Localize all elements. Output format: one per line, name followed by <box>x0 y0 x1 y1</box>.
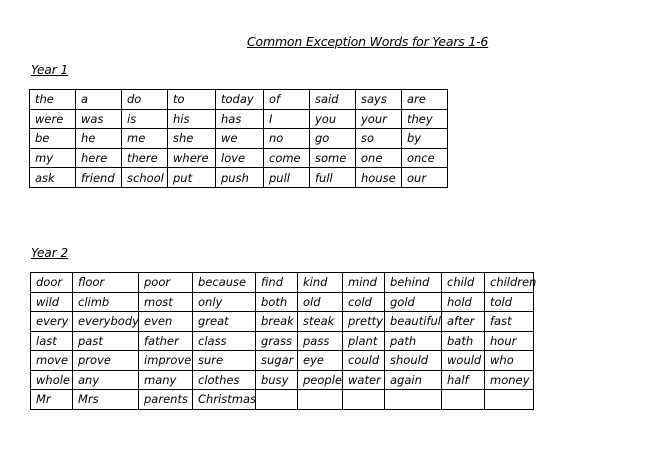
word-cell: hold <box>442 292 485 312</box>
word-cell: everybody <box>73 312 139 332</box>
word-cell: ask <box>30 168 76 188</box>
word-cell: of <box>264 90 310 110</box>
word-cell: Christmas <box>193 390 256 410</box>
word-cell: behind <box>385 273 442 293</box>
word-cell: was <box>76 109 122 129</box>
word-cell: cold <box>343 292 385 312</box>
word-cell: friend <box>76 168 122 188</box>
year-2-word-table <box>30 272 537 410</box>
word-cell: plant <box>343 331 385 351</box>
word-cell: money <box>485 370 534 390</box>
word-cell: some <box>310 148 356 168</box>
word-cell: your <box>356 109 402 129</box>
word-cell: door <box>31 273 73 293</box>
word-cell: bath <box>442 331 485 351</box>
word-cell: child <box>442 273 485 293</box>
word-cell: sure <box>193 351 256 371</box>
word-cell: our <box>402 168 448 188</box>
word-cell: put <box>168 168 216 188</box>
word-cell: find <box>256 273 298 293</box>
word-cell <box>256 390 298 410</box>
word-cell <box>343 390 385 410</box>
word-cell <box>485 390 534 410</box>
document-title: Common Exception Words for Years 1-6 <box>247 34 489 49</box>
table-row <box>31 351 534 371</box>
table-row <box>30 129 448 149</box>
word-cell <box>385 390 442 410</box>
word-cell: many <box>139 370 193 390</box>
table-row <box>30 168 448 188</box>
table-row <box>30 109 448 129</box>
word-cell: were <box>30 109 76 129</box>
table-row <box>31 331 534 351</box>
word-cell: mind <box>343 273 385 293</box>
table-row <box>31 292 534 312</box>
word-cell: his <box>168 109 216 129</box>
word-cell: pass <box>298 331 343 351</box>
word-cell: one <box>356 148 402 168</box>
word-cell: every <box>31 312 73 332</box>
word-cell: father <box>139 331 193 351</box>
word-cell: path <box>385 331 442 351</box>
word-cell: told <box>485 292 534 312</box>
word-cell: should <box>385 351 442 371</box>
year-2-heading: Year 2 <box>31 246 69 260</box>
word-cell: floor <box>73 273 139 293</box>
table-row <box>31 273 534 293</box>
word-cell <box>442 390 485 410</box>
word-cell: a <box>76 90 122 110</box>
word-cell: love <box>216 148 264 168</box>
word-cell: we <box>216 129 264 149</box>
word-cell: improve <box>139 351 193 371</box>
word-cell: pretty <box>343 312 385 332</box>
table-row <box>30 90 448 110</box>
word-cell: once <box>402 148 448 168</box>
word-cell: again <box>385 370 442 390</box>
word-cell: Mrs <box>73 390 139 410</box>
word-cell: people <box>298 370 343 390</box>
word-cell: no <box>264 129 310 149</box>
word-cell: both <box>256 292 298 312</box>
word-cell: school <box>122 168 168 188</box>
word-cell: even <box>139 312 193 332</box>
word-cell: my <box>30 148 76 168</box>
word-cell: kind <box>298 273 343 293</box>
word-cell: eye <box>298 351 343 371</box>
word-cell: parents <box>139 390 193 410</box>
word-cell: after <box>442 312 485 332</box>
word-cell: says <box>356 90 402 110</box>
word-cell: he <box>76 129 122 149</box>
word-cell: Mr <box>31 390 73 410</box>
word-cell: climb <box>73 292 139 312</box>
word-cell: steak <box>298 312 343 332</box>
word-cell: is <box>122 109 168 129</box>
word-cell: gold <box>385 292 442 312</box>
word-cell: fast <box>485 312 534 332</box>
word-cell: pull <box>264 168 310 188</box>
word-cell: move <box>31 351 73 371</box>
word-cell: hour <box>485 331 534 351</box>
word-cell: you <box>310 109 356 129</box>
word-cell: whole <box>31 370 73 390</box>
word-cell: clothes <box>193 370 256 390</box>
word-cell: would <box>442 351 485 371</box>
word-cell: break <box>256 312 298 332</box>
word-cell: said <box>310 90 356 110</box>
word-cell: are <box>402 90 448 110</box>
word-cell: here <box>76 148 122 168</box>
word-cell: great <box>193 312 256 332</box>
word-cell: poor <box>139 273 193 293</box>
word-cell: they <box>402 109 448 129</box>
word-cell: so <box>356 129 402 149</box>
word-cell: sugar <box>256 351 298 371</box>
word-cell: most <box>139 292 193 312</box>
word-cell: push <box>216 168 264 188</box>
word-cell: any <box>73 370 139 390</box>
word-cell: full <box>310 168 356 188</box>
word-cell <box>298 390 343 410</box>
word-cell: by <box>402 129 448 149</box>
word-cell: house <box>356 168 402 188</box>
word-cell: do <box>122 90 168 110</box>
word-cell: today <box>216 90 264 110</box>
word-cell: where <box>168 148 216 168</box>
word-cell: me <box>122 129 168 149</box>
word-cell: who <box>485 351 534 371</box>
word-cell: only <box>193 292 256 312</box>
word-cell: prove <box>73 351 139 371</box>
word-cell: she <box>168 129 216 149</box>
table-row <box>31 390 534 410</box>
word-cell: has <box>216 109 264 129</box>
word-cell: come <box>264 148 310 168</box>
word-cell: past <box>73 331 139 351</box>
word-cell: the <box>30 90 76 110</box>
table-row <box>31 312 534 332</box>
word-cell: go <box>310 129 356 149</box>
word-cell: class <box>193 331 256 351</box>
word-cell: last <box>31 331 73 351</box>
table-row <box>30 148 448 168</box>
word-cell: grass <box>256 331 298 351</box>
word-cell: beautiful <box>385 312 442 332</box>
word-cell: water <box>343 370 385 390</box>
word-cell: children <box>485 273 534 293</box>
table-row <box>31 370 534 390</box>
word-cell: because <box>193 273 256 293</box>
word-cell: could <box>343 351 385 371</box>
year-1-word-table <box>29 89 448 188</box>
year-1-heading: Year 1 <box>31 63 69 77</box>
word-cell: wild <box>31 292 73 312</box>
word-cell: old <box>298 292 343 312</box>
word-cell: to <box>168 90 216 110</box>
word-cell: I <box>264 109 310 129</box>
word-cell: busy <box>256 370 298 390</box>
word-cell: be <box>30 129 76 149</box>
word-cell: half <box>442 370 485 390</box>
word-cell: there <box>122 148 168 168</box>
